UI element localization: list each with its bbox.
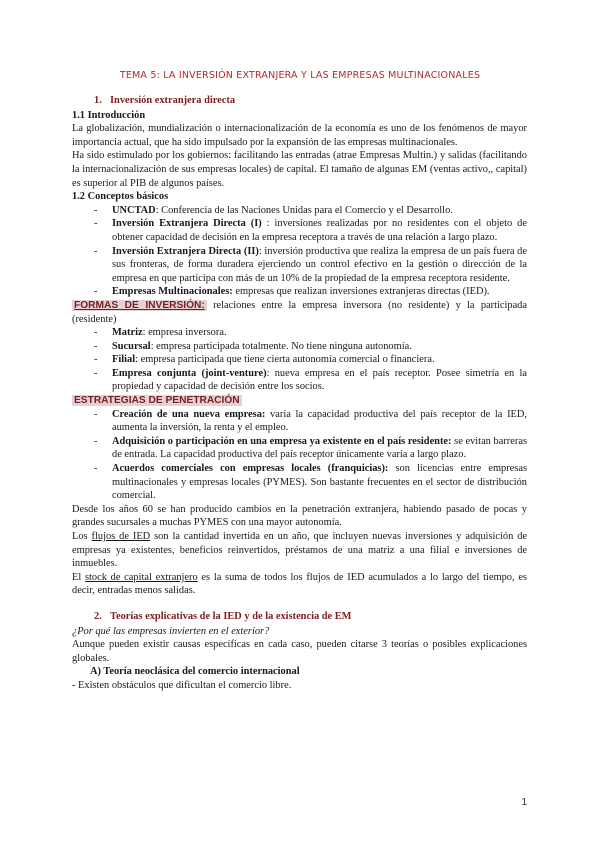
forma-text: : empresa participada totalmente. No tiene ninguna autonomía. xyxy=(150,340,412,352)
question-line: ¿Por qué las empresas invierten en el exterior? xyxy=(72,625,270,637)
list-item xyxy=(90,340,527,354)
flujos-pre: Los xyxy=(72,531,92,542)
concepts-list xyxy=(72,204,527,299)
estrategia-term: Acuerdos comerciales con empresas locales (franquicias): xyxy=(112,463,389,475)
formas-text: relaciones entre la empresa inversora (no residente) y la participada (residente) xyxy=(72,299,527,325)
formas-paragraph xyxy=(72,299,527,326)
list-item xyxy=(90,408,527,435)
concept-text: : inversiones realizadas por no residentes con el objeto de obtener capacidad de decisión en la empresa receptora a través de una relación a largo plazo. xyxy=(112,218,527,243)
list-item xyxy=(90,326,527,340)
estrategia-text: son licencias entre empresas multinacionales y empresas locales (PYMES). Son bastante frecuentes en el sector de distribución comercial. xyxy=(112,463,527,502)
flujos-term: flujos de IED xyxy=(91,531,151,542)
formas-list xyxy=(72,326,527,394)
section-2-heading xyxy=(72,610,527,624)
estrategia-term: Adquisición o participación en una empresa ya existente en el país residente: xyxy=(112,435,452,447)
concept-text: empresas que realizan inversiones extranjeras directas (IED). xyxy=(232,286,490,298)
section-1-heading xyxy=(72,94,527,108)
forma-term: Matriz xyxy=(112,327,143,339)
list-item xyxy=(90,462,527,503)
forma-text: : nueva empresa en el país receptor. Posee simetría en la propiedad y capacidad de decisión entre los socios. xyxy=(112,367,527,393)
concept-term: Inversión Extranjera Directa (II) xyxy=(112,245,259,257)
section-1-number: 1. xyxy=(94,95,102,106)
subsection-1-2-heading: 1.2 Conceptos básicos xyxy=(72,191,169,203)
forma-text: : empresa participada que tiene cierta autonomía comercial o financiera. xyxy=(135,354,435,366)
forma-term: Empresa conjunta (joint-venture) xyxy=(112,367,267,379)
desde-paragraph: Desde los años 60 se han producido cambios en la penetración extranjera, habiendo pasado de pocas y grandes sucursales a muchas PYMES con una mayor autonomía. xyxy=(72,503,527,529)
stock-text: es la suma de todos los flujos de IED acumulados a lo largo del tiempo, es decir, entradas menos salidas. xyxy=(72,571,527,597)
estrategia-text: varía la capacidad productiva del país receptor de la IED, aumenta la inversión, la renta y el empleo. xyxy=(112,408,527,434)
forma-term: Filial xyxy=(112,354,136,366)
existen-line: - Existen obstáculos que dificultan el comercio libre. xyxy=(72,679,292,691)
stock-paragraph xyxy=(72,571,527,598)
document-title: TEMA 5: LA INVERSIÓN EXTRANJERA Y LAS EMPRESAS MULTINACIONALES xyxy=(119,70,481,81)
list-item xyxy=(90,245,527,286)
forma-term: Sucursal xyxy=(112,340,151,352)
stock-pre: El xyxy=(72,571,85,583)
concept-term: UNCTAD xyxy=(112,204,156,216)
forma-text: : empresa inversora. xyxy=(142,327,227,339)
stock-term: stock de capital extranjero xyxy=(84,571,198,583)
aunque-paragraph: Aunque pueden existir causas específicas en cada caso, pueden citarse 3 teorías o posibles explicaciones globales. xyxy=(72,639,527,664)
list-item xyxy=(90,285,527,299)
list-item xyxy=(90,435,527,462)
estrategias-heading-line xyxy=(72,394,527,408)
list-item xyxy=(90,217,527,244)
concept-term: Empresas Multinacionales: xyxy=(112,286,233,298)
flujos-paragraph xyxy=(72,530,527,571)
formas-heading: FORMAS DE INVERSIÓN: xyxy=(74,299,205,311)
estrategia-text: se evitan barreras de entrada. La capacidad productiva del país receptor únicamente varía a largo plazo. xyxy=(112,435,527,461)
list-item xyxy=(90,204,527,218)
subsection-a-heading: A) Teoría neoclásica del comercio internacional xyxy=(90,666,300,678)
subsection-1-1-heading: 1.1 Introducción xyxy=(72,109,146,121)
list-item xyxy=(90,353,527,367)
flujos-text: son la cantidad invertida en un año, que incluyen nuevas inversiones y adquisición de empresas ya existentes, beneficios reinvertidos, préstamos de una matriz a una filial e inversiones de inmuebles. xyxy=(72,531,528,570)
list-item xyxy=(90,367,527,394)
section-2-title: Teorías explicativas de la IED y de la existencia de EM xyxy=(110,610,352,622)
concept-term: Inversión Extranjera Directa (I) xyxy=(112,218,262,230)
estrategias-list xyxy=(72,408,527,503)
section-2-number: 2. xyxy=(94,610,102,622)
intro-paragraph-2: Ha sido estimulado por los gobiernos: facilitando las entradas (atrae Empresas Multin.) y salidas (facilitando la internacionalización de sus empresas locales) de capital. El tamaño de algunas EM (ventas activo,, capital) es superior al PIB de algunos países. xyxy=(72,150,527,189)
concept-text: : Conferencia de las Naciones Unidas para el Comercio y el Desarrollo. xyxy=(155,204,453,216)
document-body xyxy=(72,92,527,693)
estrategia-term: Creación de una nueva empresa: xyxy=(112,408,266,420)
section-1-title: Inversión extranjera directa xyxy=(110,95,236,106)
intro-paragraph-1: La globalización, mundialización o internacionalización de la economía es uno de los fenómenos de mayor importancia actual, que ha sido impulsado por la expansión de las empresas multinacionales. xyxy=(72,123,527,148)
concept-text: : inversión productiva que realiza la empresa de un país fuera de sus fronteras, de forma duradera ejerciendo un control efectivo en la gestión o dirección de la empresa en que participa con más de un 10% de la propiedad de la empresa receptora residente. xyxy=(112,245,527,284)
estrategias-heading: ESTRATEGIAS DE PENETRACIÓN xyxy=(74,395,240,407)
page-number: 1 xyxy=(521,797,527,808)
